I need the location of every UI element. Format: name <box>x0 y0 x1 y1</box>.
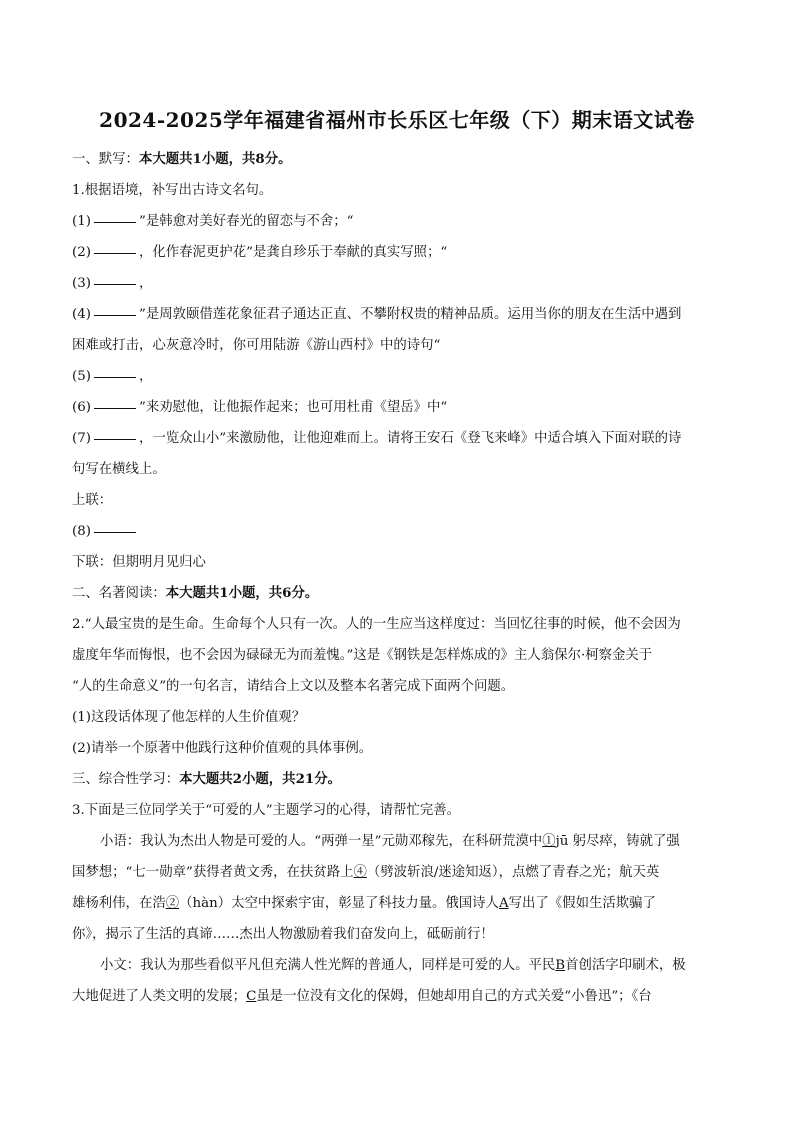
para-text: 虽是一位没有文化的保姆，但她却用自己的方式关爱“小鲁迅”；《台 <box>256 989 652 1004</box>
para-text: jū 躬尽瘁，铸就了强 <box>555 834 680 849</box>
section-1-name: 一、默写： <box>72 152 139 167</box>
q1-item-text: ， <box>138 276 153 291</box>
section-1-heading <box>72 144 716 175</box>
q1-item-4 <box>72 299 716 330</box>
blank-marker: A <box>498 896 509 911</box>
q1-item-1 <box>72 206 716 237</box>
q1-item-2 <box>72 237 716 268</box>
couplet-lower: 下联：但期明月见归心 <box>72 555 206 570</box>
para-text: 大地促进了人类文明的发展； <box>72 989 247 1004</box>
q1-item-no: (5) <box>72 369 91 384</box>
q1-item-no: (7) <box>72 431 91 446</box>
q3-para-1-line-4: 你》，揭示了生活的真谛……杰出人物激励着我们奋发向上，砥砺前行！ <box>72 927 494 942</box>
q1-item-text: ”是周敦颐借莲花象征君子通达正直、不攀附权贵的精神品质。运用当你的朋友在生活中遇到 <box>138 307 682 322</box>
para-text: 写出了《假如生活欺骗了 <box>508 896 656 911</box>
q3-stem: 3.下面是三位同学关于“可爱的人”主题学习的心得，请帮忙完善。 <box>72 803 461 818</box>
q3-para-2-line-2 <box>72 981 716 1012</box>
page-title: 2024-2025学年福建省福州市长乐区七年级（下）期末语文试卷 <box>99 108 695 132</box>
q1-item-text: ，一览众山小”来激励他，让他迎难而上。请将王安石《登飞来峰》中适合填入下面对联的诗 <box>138 431 682 446</box>
answer-blank[interactable] <box>94 314 136 316</box>
blank-marker: B <box>555 958 566 973</box>
section-2-desc: 本大题共1小题，共6分。 <box>165 585 319 601</box>
q2-line-2: 虚度年华而悔恨，也不会因为碌碌无为而羞愧。”这是《钢铁是怎样炼成的》主人翁保尔·柯察金关于 <box>72 648 653 663</box>
q1-item-no: (4) <box>72 307 91 322</box>
q1-item-text: ， <box>138 369 153 384</box>
q1-item-no: (2) <box>72 245 91 260</box>
section-3-desc: 本大题共2小题，共21分。 <box>179 771 341 787</box>
para-text: 小文：我认为那些看似平凡但充满人性光辉的普通人，同样是可爱的人。平民 <box>100 958 556 973</box>
answer-blank[interactable] <box>94 531 136 533</box>
q3-para-1-line-1 <box>72 826 716 857</box>
q1-item-text: ，化作春泥更护花”是龚自珍乐于奉献的真实写照；“ <box>138 245 448 260</box>
q1-item-no: (8) <box>72 524 91 539</box>
q1-item-no: (6) <box>72 400 91 415</box>
q1-item-8 <box>72 516 716 547</box>
section-2-heading <box>72 578 716 609</box>
q1-item-no: (1) <box>72 214 91 229</box>
q3-para-1-line-2 <box>72 857 716 888</box>
blank-marker: ② <box>165 896 180 911</box>
q1-item-6 <box>72 392 716 423</box>
q1-item-text: ”是韩愈对美好春光的留恋与不舍；“ <box>138 214 354 229</box>
answer-blank[interactable] <box>94 221 136 223</box>
para-text: （hàn）太空中探索宇宙，彰显了科技力量。俄国诗人 <box>179 896 499 911</box>
answer-blank[interactable] <box>94 283 136 285</box>
q1-stem: 1.根据语境，补写出古诗文名句。 <box>72 183 273 198</box>
para-text: 首创活字印刷术，极 <box>565 958 686 973</box>
exam-content <box>72 144 716 1012</box>
q1-item-5 <box>72 361 716 392</box>
section-3-name: 三、综合性学习： <box>72 772 180 787</box>
q1-item-text: ”来劝慰他，让他振作起来；也可用杜甫《望岳》中“ <box>138 400 448 415</box>
section-3-heading <box>72 764 716 795</box>
blank-marker: ④ <box>353 865 367 880</box>
q2-sub-2: (2)请举一个原著中他践行这种价值观的具体事例。 <box>72 741 373 756</box>
answer-blank[interactable] <box>94 407 136 409</box>
answer-blank[interactable] <box>94 438 136 440</box>
para-text: 小语：我认为杰出人物是可爱的人。“两弹一星”元勋邓稼先，在科研荒漠中 <box>100 834 543 849</box>
q1-item-4-continued: 困难或打击，心灰意冷时，你可用陆游《游山西村》中的诗句“ <box>72 338 441 353</box>
blank-marker: C <box>246 989 257 1004</box>
para-text: 雄杨利伟，在浩 <box>72 896 166 911</box>
q2-line-1: 2.“人最宝贵的是生命。生命每个人只有一次。人的一生应当这样度过：当回忆往事的时候，他不会因为 <box>72 617 681 632</box>
section-1-desc: 本大题共1小题，共8分。 <box>138 151 292 167</box>
para-text: （劈波斩浪/迷途知返），点燃了青春之光；航天英 <box>366 865 660 880</box>
q2-sub-1: (1)这段话体现了他怎样的人生价值观？ <box>72 710 306 725</box>
q1-item-3 <box>72 268 716 299</box>
q2-line-3: “人的生命意义”的一句名言，请结合上文以及整本名著完成下面两个问题。 <box>72 679 515 694</box>
couplet-upper: 上联： <box>72 493 113 508</box>
q1-item-7 <box>72 423 716 454</box>
para-text: 国梦想；“七一勋章”获得者黄文秀，在扶贫路上 <box>72 865 354 880</box>
blank-marker: ① <box>542 834 556 849</box>
section-2-name: 二、名著阅读： <box>72 586 166 601</box>
q3-para-1-line-3 <box>72 888 716 919</box>
q3-para-2-line-1 <box>72 950 716 981</box>
q1-item-no: (3) <box>72 276 91 291</box>
q1-item-7-continued: 句写在横线上。 <box>72 462 166 477</box>
answer-blank[interactable] <box>94 376 136 378</box>
answer-blank[interactable] <box>94 252 136 254</box>
